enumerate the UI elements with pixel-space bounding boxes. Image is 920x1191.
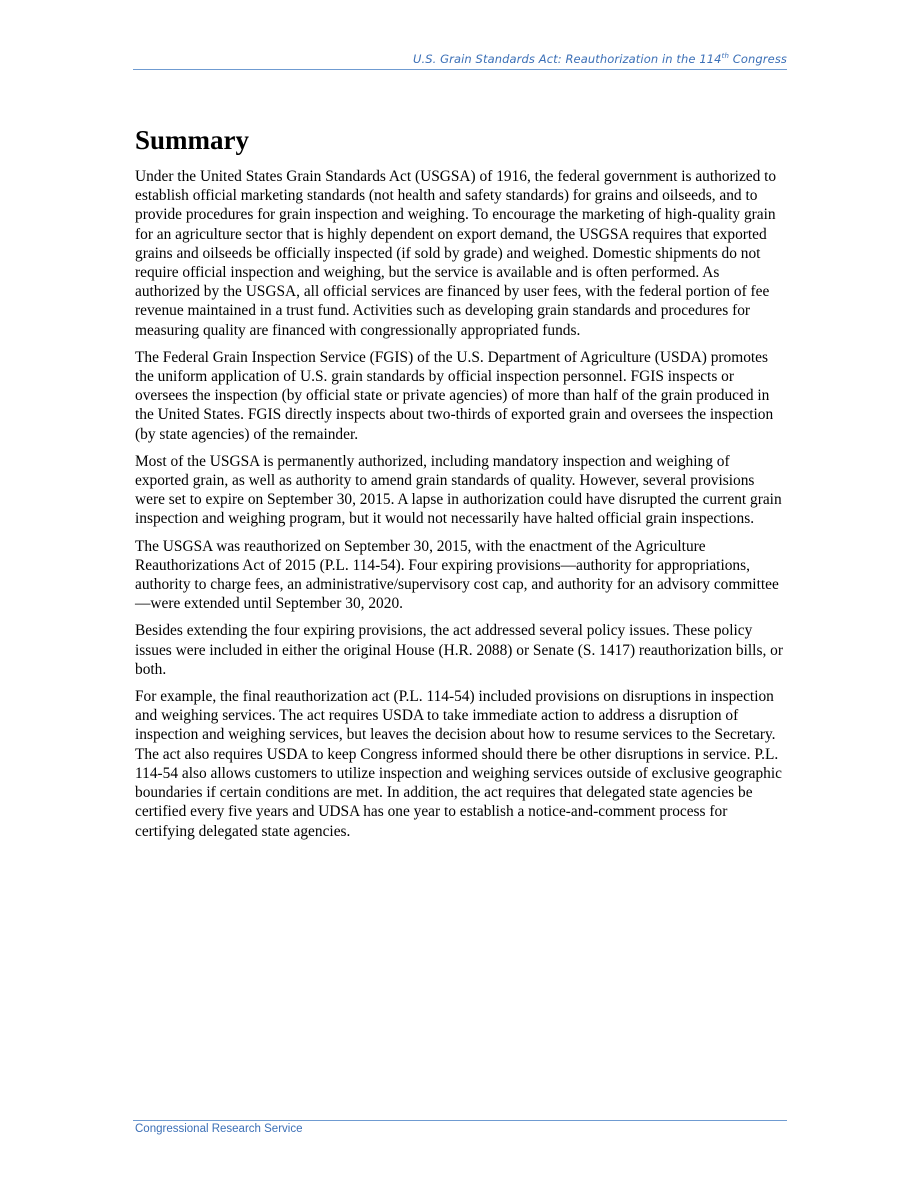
running-header: [135, 52, 787, 66]
footer-divider: [133, 1120, 787, 1121]
running-header-text: U.S. Grain Standards Act: Reauthorization in the 114: [412, 52, 722, 66]
paragraph: Besides extending the four expiring provisions, the act addressed several policy issues. These policy issues were included in either the original House (H.R. 2088) or Senate (S. 1417) reauthorization bills, or both.: [135, 622, 783, 678]
paragraph: Most of the USGSA is permanently authorized, including mandatory inspection and weighing of exported grain, as well as authority to amend grain standards of quality. However, several provisions were set to expire on September 30, 2015. A lapse in authorization could have disrupted the current grain inspection and weighing program, but it would not necessarily have halted official grain inspections.: [135, 452, 782, 528]
footer-publisher: Congressional Research Service: [135, 1123, 303, 1135]
header-divider: [133, 69, 787, 70]
running-header-superscript: th: [721, 52, 729, 61]
summary-body: [135, 167, 787, 849]
section-title: Summary: [135, 125, 249, 155]
paragraph: Under the United States Grain Standards Act (USGSA) of 1916, the federal government is authorized to establish official marketing standards (not health and safety standards) for grains and oilseeds, and to provide procedures for grain inspection and weighing. To encourage the marketing of high-quality grain for an agriculture sector that is highly dependent on export demand, the USGSA requires that exported grains and oilseeds be officially inspected (if sold by grade) and weighed. Domestic shipments do not require official inspection and weighing, but the service is available and is often performed. As authorized by the USGSA, all official services are financed by user fees, with the federal portion of fee revenue maintained in a trust fund. Activities such as developing grain standards and procedures for measuring quality are financed with congressionally appropriated funds.: [135, 168, 777, 339]
paragraph: The USGSA was reauthorized on September 30, 2015, with the enactment of the Agriculture Reauthorizations Act of 2015 (P.L. 114-54). Four expiring provisions—authority for appropriations, authority to charge fees, an administrative/supervisory cost cap, and authority for an advisory committee—were extended until September 30, 2020.: [135, 537, 779, 613]
running-header-text-end: Congress: [729, 52, 787, 66]
paragraph: The Federal Grain Inspection Service (FGIS) of the U.S. Department of Agriculture (USDA) promotes the uniform application of U.S. grain standards by official inspection personnel. FGIS inspects or oversees the inspection (by official state or private agencies) of more than half of the grain produced in the United States. FGIS directly inspects about two-thirds of exported grain and oversees the inspection (by state agencies) of the remainder.: [135, 348, 774, 443]
paragraph: For example, the final reauthorization act (P.L. 114-54) included provisions on disruptions in inspection and weighing services. The act requires USDA to take immediate action to address a disruption of inspection and weighing services, but leaves the decision about how to resume services to the Secretary. The act also requires USDA to keep Congress informed should there be other disruptions in service. P.L. 114-54 also allows customers to utilize inspection and weighing services outside of exclusive geographic boundaries if certain conditions are met. In addition, the act requires that delegated state agencies be certified every five years and UDSA has one year to establish a notice-and-comment process for certifying delegated state agencies.: [135, 688, 782, 840]
